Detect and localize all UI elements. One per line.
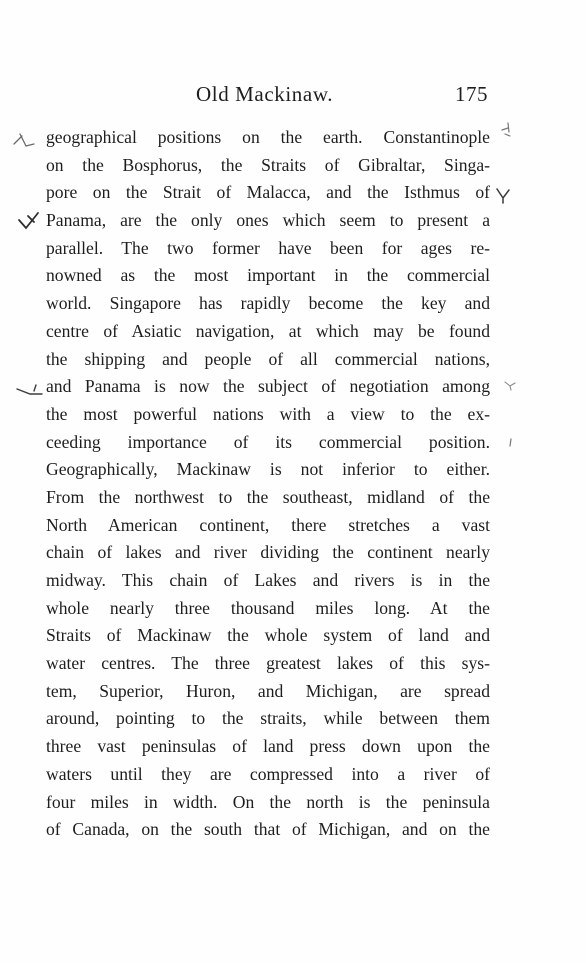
text-line: tem, Superior, Huron, and Michigan, are spread bbox=[46, 680, 490, 701]
running-title: Old Mackinaw. bbox=[196, 82, 334, 106]
text-line: three vast peninsulas of land press down upon the bbox=[46, 736, 490, 757]
text-line: four miles in width. On the north is the peninsula bbox=[46, 791, 490, 812]
pencil-mark-right-1 bbox=[496, 120, 516, 142]
body-text bbox=[46, 124, 490, 844]
pencil-check-left-4 bbox=[16, 210, 42, 232]
pencil-tick-right-12 bbox=[506, 436, 516, 450]
text-line: ceeding importance of its commercial position. bbox=[46, 431, 490, 452]
text-line: midway. This chain of Lakes and rivers is in the bbox=[46, 570, 490, 590]
text-line: whole nearly three thousand miles long. At the bbox=[46, 597, 490, 618]
text-line: Panama, are the only ones which seem to present a bbox=[46, 210, 490, 231]
text-line: parallel. The two former have been for ages re- bbox=[46, 237, 490, 258]
text-line: pore on the Strait of Malacca, and the Isthmus of bbox=[46, 182, 490, 203]
text-line: and Panama is now the subject of negotiation among bbox=[46, 376, 490, 397]
running-head bbox=[46, 82, 492, 112]
pencil-tick-left-1 bbox=[10, 130, 38, 150]
pencil-check-left-10 bbox=[14, 380, 44, 400]
text-line: of Canada, on the south that of Michigan, and on the bbox=[46, 819, 490, 840]
text-line: world. Singapore has rapidly become the key and bbox=[46, 293, 490, 314]
text-line: Straits of Mackinaw the whole system of land and bbox=[46, 625, 490, 646]
text-line: waters until they are compressed into a river of bbox=[46, 763, 490, 784]
text-line: North American continent, there stretches a vast bbox=[46, 514, 490, 535]
text-line: the most powerful nations with a view to the ex- bbox=[46, 403, 490, 424]
text-line: geographical positions on the earth. Constantinople bbox=[46, 127, 490, 147]
pencil-check-right-3 bbox=[494, 186, 512, 206]
text-line: on the Bosphorus, the Straits of Gibraltar, Singa- bbox=[46, 154, 490, 175]
text-line: the shipping and people of all commercial nations, bbox=[46, 348, 490, 369]
text-line: water centres. The three greatest lakes of this sys- bbox=[46, 653, 490, 674]
page-number: 175 bbox=[455, 82, 488, 106]
pencil-tick-right-10 bbox=[502, 378, 518, 394]
text-line: around, pointing to the straits, while between them bbox=[46, 708, 490, 729]
text-line: centre of Asiatic navigation, at which may be found bbox=[46, 320, 490, 341]
text-line: From the northwest to the southeast, midland of the bbox=[46, 486, 490, 507]
text-line: Geographically, Mackinaw is not inferior to either. bbox=[46, 459, 490, 480]
text-line: nowned as the most important in the commercial bbox=[46, 265, 490, 286]
text-line: chain of lakes and river dividing the continent nearly bbox=[46, 542, 490, 563]
